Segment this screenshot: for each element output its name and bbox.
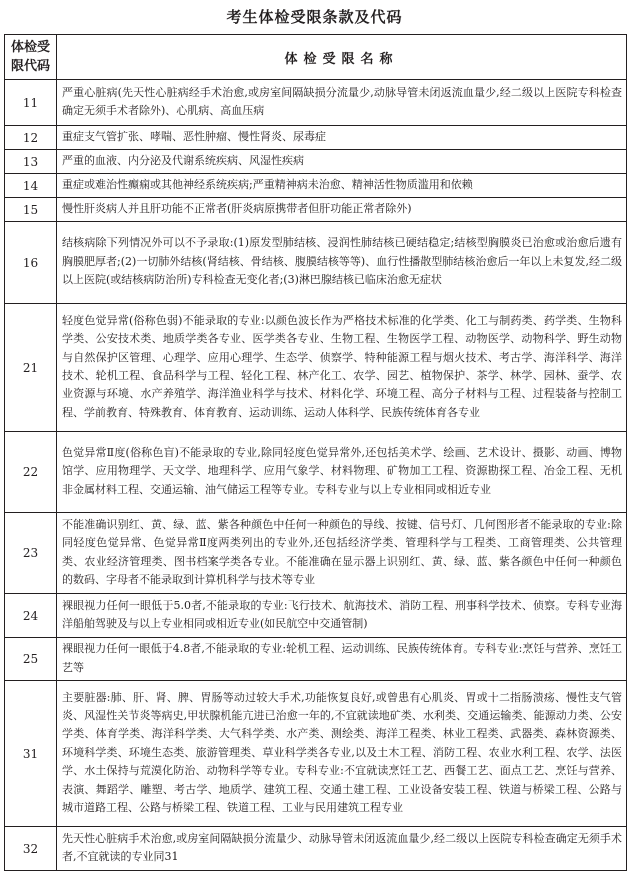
table-body bbox=[5, 80, 627, 871]
code-column-header bbox=[5, 35, 57, 80]
code-cell: 24 bbox=[5, 594, 57, 638]
code-cell: 21 bbox=[5, 304, 57, 432]
description-cell: 慢性肝炎病人并且肝功能不正常者(肝炎病原携带者但肝功能正常者除外) bbox=[57, 198, 627, 222]
code-cell: 12 bbox=[5, 126, 57, 150]
code-cell: 13 bbox=[5, 150, 57, 174]
name-column-header: 体检受限名称 bbox=[57, 35, 627, 80]
table-row bbox=[5, 513, 627, 594]
description-cell: 色觉异常Ⅱ度(俗称色盲)不能录取的专业,除同轻度色觉异常外,还包括美术学、绘画、艺术设计、摄影、动画、博物馆学、应用物理学、天文学、地理科学、应用气象学、材料物理、矿物加工工程、资源勘探工程、冶金工程、无机非金属材料工程、交通运输、油气储运工程等专业。专科专业与以上专业相同或相近专业 bbox=[57, 432, 627, 513]
restrictions-table bbox=[4, 34, 627, 871]
table-row bbox=[5, 174, 627, 198]
code-cell: 14 bbox=[5, 174, 57, 198]
code-cell: 22 bbox=[5, 432, 57, 513]
table-row bbox=[5, 198, 627, 222]
description-cell: 严重的血液、内分泌及代谢系统疾病、风湿性疾病 bbox=[57, 150, 627, 174]
table-row bbox=[5, 222, 627, 304]
description-cell: 不能准确识别红、黄、绿、蓝、紫各种颜色中任何一种颜色的导线、按键、信号灯、几何图形者不能录取的专业:除同轻度色觉异常、色觉异常Ⅱ度两类列出的专业外,还包括经济学类、管理科学与工程类、工商管理类、公共管理类、农业经济管理类、图书档案学类各专业。不能准确在显示器上识别红、黄、绿、蓝、紫各颜色中任何一种颜色的数码、字母者不能录取到计算机科学与技术等专业 bbox=[57, 513, 627, 594]
code-cell: 32 bbox=[5, 827, 57, 871]
table-row bbox=[5, 594, 627, 638]
table-row bbox=[5, 432, 627, 513]
table-row bbox=[5, 80, 627, 126]
code-cell: 11 bbox=[5, 80, 57, 126]
table-row bbox=[5, 638, 627, 681]
description-cell: 先天性心脏病手术治愈,或房室间隔缺损分流量少、动脉导管未闭返流血量少,经二级以上医院专科检查确定无须手术者,不宜就读的专业同31 bbox=[57, 827, 627, 871]
description-cell: 轻度色觉异常(俗称色弱)不能录取的专业:以颜色波长作为严格技术标准的化学类、化工与制药类、药学类、生物科学类、公安技术类、地质学类各专业、医学类各专业、生物工程、生物医学工程、动物医学、动物科学、野生动物与自然保护区管理、心理学、应用心理学、生态学、侦察学、特种能源工程与烟火技术、考古学、海洋科学、海洋技术、轮机工程、食品科学与工程、轻化工程、林产化工、农学、园艺、植物保护、茶学、林学、园林、蚕学、农业资源与环境、水产养殖学、海洋渔业科学与技术、材料化学、环境工程、高分子材料与工程、过程装备与控制工程、学前教育、特殊教育、体育教育、运动训练、运动人体科学、民族传统体育各专业 bbox=[57, 304, 627, 432]
description-cell: 结核病除下列情况外可以不予录取:(1)原发型肺结核、浸润性肺结核已硬结稳定;结核型胸膜炎已治愈或治愈后遗有胸膜肥厚者;(2)一切肺外结核(肾结核、骨结核、腹膜结核等等)、血行性播散型肺结核治愈后一年以上未复发,经二级以上医院(或结核病防治所)专科检查无变化者;(3)淋巴腺结核已临床治愈无症状 bbox=[57, 222, 627, 304]
table-header-row bbox=[5, 35, 627, 80]
page-title: 考生体检受限条款及代码 bbox=[226, 8, 403, 26]
description-cell: 重症支气管扩张、哮喘、恶性肿瘤、慢性肾炎、尿毒症 bbox=[57, 126, 627, 150]
description-cell: 重症或难治性癫痫或其他神经系统疾病;严重精神病未治愈、精神活性物质滥用和依赖 bbox=[57, 174, 627, 198]
table-row bbox=[5, 304, 627, 432]
table-row bbox=[5, 150, 627, 174]
code-cell: 31 bbox=[5, 681, 57, 827]
table-row bbox=[5, 126, 627, 150]
code-cell: 15 bbox=[5, 198, 57, 222]
description-cell: 严重心脏病(先天性心脏病经手术治愈,或房室间隔缺损分流量少,动脉导管未闭返流血量少,经二级以上医院专科检查确定无须手术者除外)、心肌病、高血压病 bbox=[57, 80, 627, 126]
code-cell: 23 bbox=[5, 513, 57, 594]
description-cell: 裸眼视力任何一眼低于4.8者,不能录取的专业:轮机工程、运动训练、民族传统体育。专科专业:烹饪与营养、烹饪工艺等 bbox=[57, 638, 627, 681]
code-cell: 25 bbox=[5, 638, 57, 681]
description-cell: 裸眼视力任何一眼低于5.0者,不能录取的专业:飞行技术、航海技术、消防工程、刑事科学技术、侦察。专科专业海洋船舶驾驶及与以上专业相同或相近专业(如民航空中交通管制) bbox=[57, 594, 627, 638]
code-header-label: 体检受限代码 bbox=[10, 40, 50, 74]
description-cell: 主要脏器:肺、肝、肾、脾、胃肠等动过较大手术,功能恢复良好,或曾患有心肌炎、胃或十二指肠溃疡、慢性支气管炎、风湿性关节炎等病史,甲状腺机能亢进已治愈一年的,不宜就读地矿类、水利类、交通运输类、能源动力类、公安学类、体育学类、海洋科学类、大气科学类、水产类、测绘类、海洋工程类、林业工程类、武器类、森林资源类、环境科学类、环境生态类、旅游管理类、草业科学类各专业,以及土木工程、消防工程、农业水利工程、农学、法医学、水土保持与荒漠化防治、动物科学等专业。专科专业:不宜就读烹饪工艺、西餐工艺、面点工艺、烹饪与营养、表演、舞蹈学、雕塑、考古学、地质学、建筑工程、交通土建工程、工业设备安装工程、铁道与桥梁工程、公路与城市道路工程、公路与桥梁工程、铁道工程、工业与民用建筑工程专业 bbox=[57, 681, 627, 827]
table-row bbox=[5, 827, 627, 871]
table-row bbox=[5, 681, 627, 827]
code-cell: 16 bbox=[5, 222, 57, 304]
